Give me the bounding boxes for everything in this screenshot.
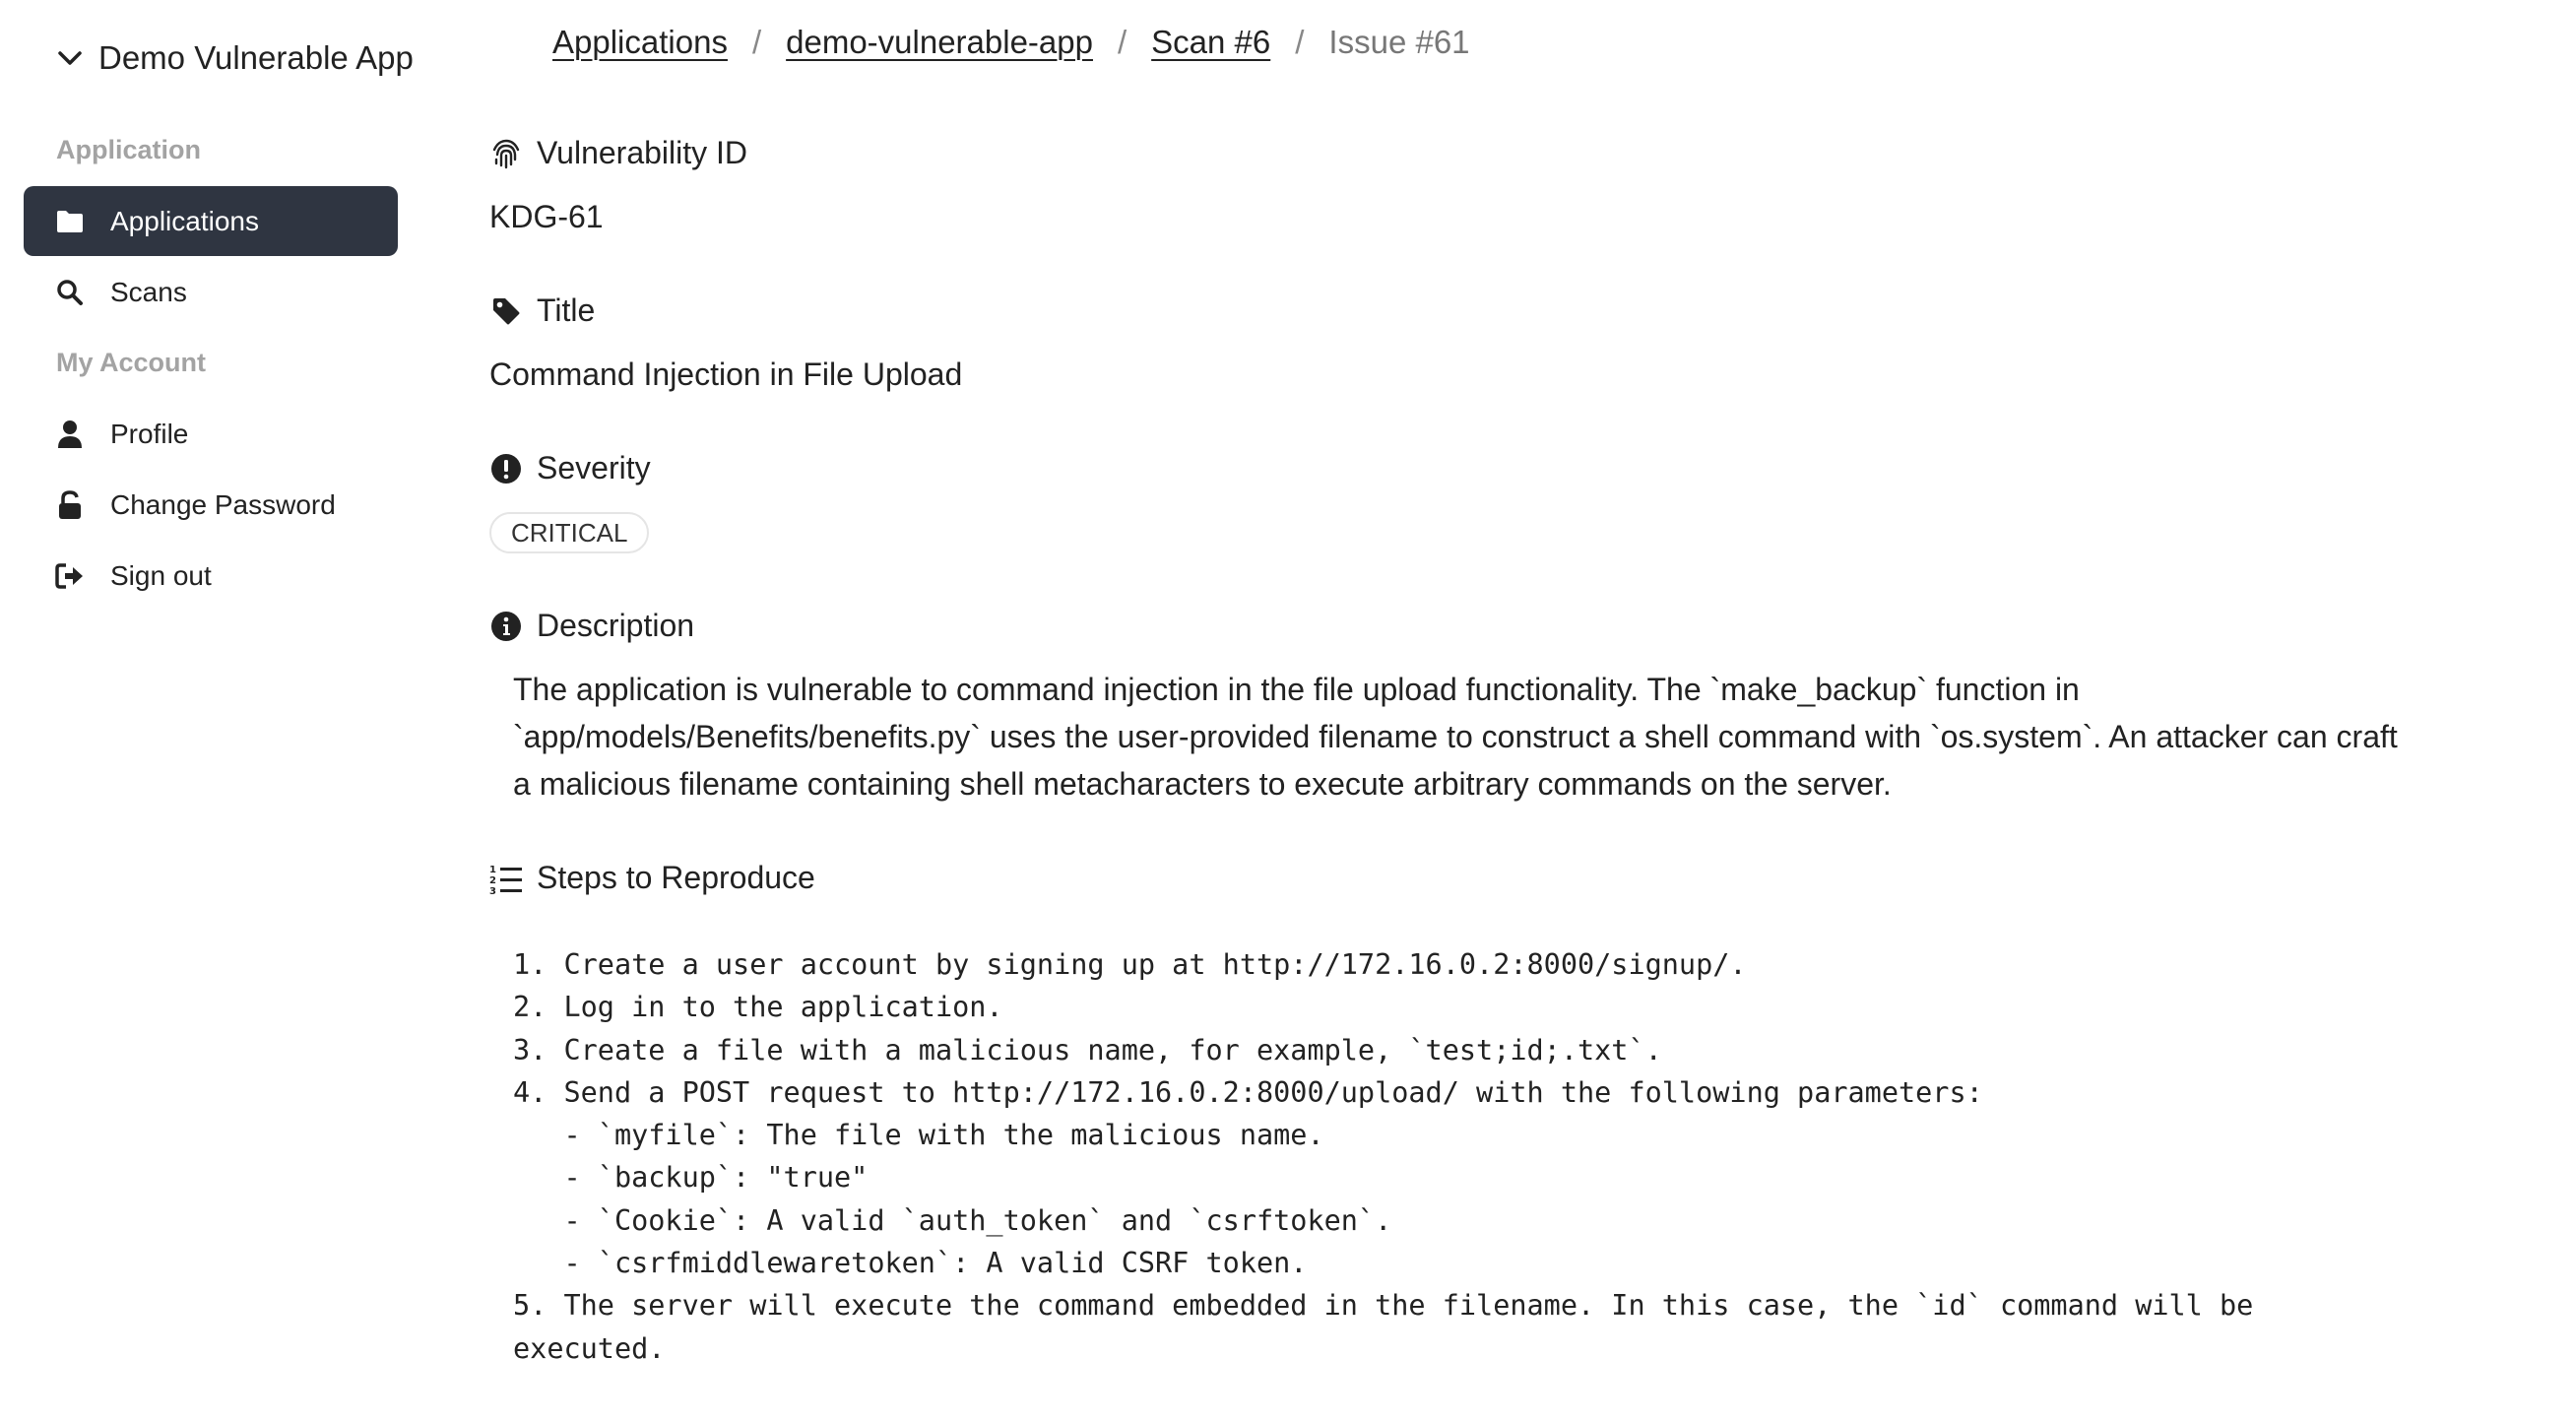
chevron-down-icon — [57, 49, 83, 67]
vulnerability-id-label — [489, 135, 747, 171]
sidebar-item-profile[interactable] — [24, 399, 398, 469]
breadcrumb-separator: / — [1295, 24, 1305, 60]
section-label-my-account: My Account — [56, 348, 207, 377]
breadcrumb-current-issue: Issue #61 — [1328, 24, 1470, 60]
sidebar — [0, 0, 443, 1422]
fingerprint-icon — [489, 137, 523, 170]
info-circle-icon — [489, 610, 523, 643]
sign-out-icon — [53, 562, 87, 590]
app-name: Demo Vulnerable App — [98, 39, 414, 76]
breadcrumb-separator: / — [1117, 24, 1127, 60]
field-label-text: Description — [537, 608, 695, 643]
field-label-text: Title — [537, 292, 596, 328]
severity-label — [489, 450, 651, 486]
alert-circle-icon — [489, 452, 523, 485]
breadcrumb-app[interactable]: demo-vulnerable-app — [786, 24, 1093, 60]
sidebar-item-label: Applications — [110, 205, 259, 236]
svg-text:3: 3 — [489, 885, 496, 894]
section-label-application: Application — [56, 135, 201, 164]
sidebar-item-label: Sign out — [110, 559, 212, 591]
breadcrumb-scan[interactable]: Scan #6 — [1151, 24, 1271, 60]
search-icon — [53, 279, 87, 306]
severity-badge: CRITICAL — [489, 512, 649, 553]
steps-label — [489, 860, 815, 896]
field-label-text: Severity — [537, 450, 651, 485]
title-value: Command Injection in File Upload — [489, 356, 963, 392]
vulnerability-id-value: KDG-61 — [489, 199, 604, 234]
user-icon — [53, 420, 87, 449]
sidebar-item-scans[interactable] — [24, 257, 398, 327]
breadcrumb-applications[interactable]: Applications — [552, 24, 728, 60]
description-text: The application is vulnerable to command injection in the file upload functionality. The `make_backup` function in `app/models/Benefits/benefits.py` uses the user-provided filename to construct a shell command with `os.system`. An attacker can craft a malicious filename containing shell metacharacters to execute arbitrary commands on the server. — [513, 672, 2398, 802]
unlock-icon — [53, 490, 87, 520]
sidebar-item-label: Scans — [110, 276, 187, 307]
folder-icon — [53, 209, 87, 234]
sidebar-item-sign-out[interactable] — [24, 541, 398, 611]
steps-to-reproduce-text: 1. Create a user account by signing up at http://172.16.0.2:8000/signup/. 2. Log in to the application. 3. Create a file with a malicious name, for example, `test;id;.txt`. 4. Send a POST request to http://172.16.0.2:8000/upload/ with the following parameters: - `myfile`: The file with the malicious name. - `backup`: "true" - `Cookie`: A valid `auth_token` and `csrftoken`. - `csrfmiddlewaretoken`: A valid CSRF token. 5. The server will execute the command embedded in the filename. In this case, the `id` command will be executed. — [513, 948, 2254, 1365]
field-label-text: Steps to Reproduce — [537, 860, 815, 895]
app-switcher[interactable] — [57, 39, 414, 77]
sidebar-item-label: Profile — [110, 418, 189, 449]
sidebar-item-label: Change Password — [110, 488, 336, 520]
sidebar-item-change-password[interactable] — [24, 470, 398, 540]
field-label-text: Vulnerability ID — [537, 135, 748, 170]
sidebar-item-applications[interactable] — [24, 186, 398, 256]
breadcrumb-separator: / — [751, 24, 762, 60]
numbered-list-icon — [489, 862, 523, 895]
title-label — [489, 292, 595, 329]
svg-text:1: 1 — [489, 864, 496, 875]
description-label — [489, 608, 694, 644]
svg-text:2: 2 — [489, 874, 496, 886]
breadcrumb — [552, 24, 1470, 61]
tag-icon — [489, 294, 523, 328]
